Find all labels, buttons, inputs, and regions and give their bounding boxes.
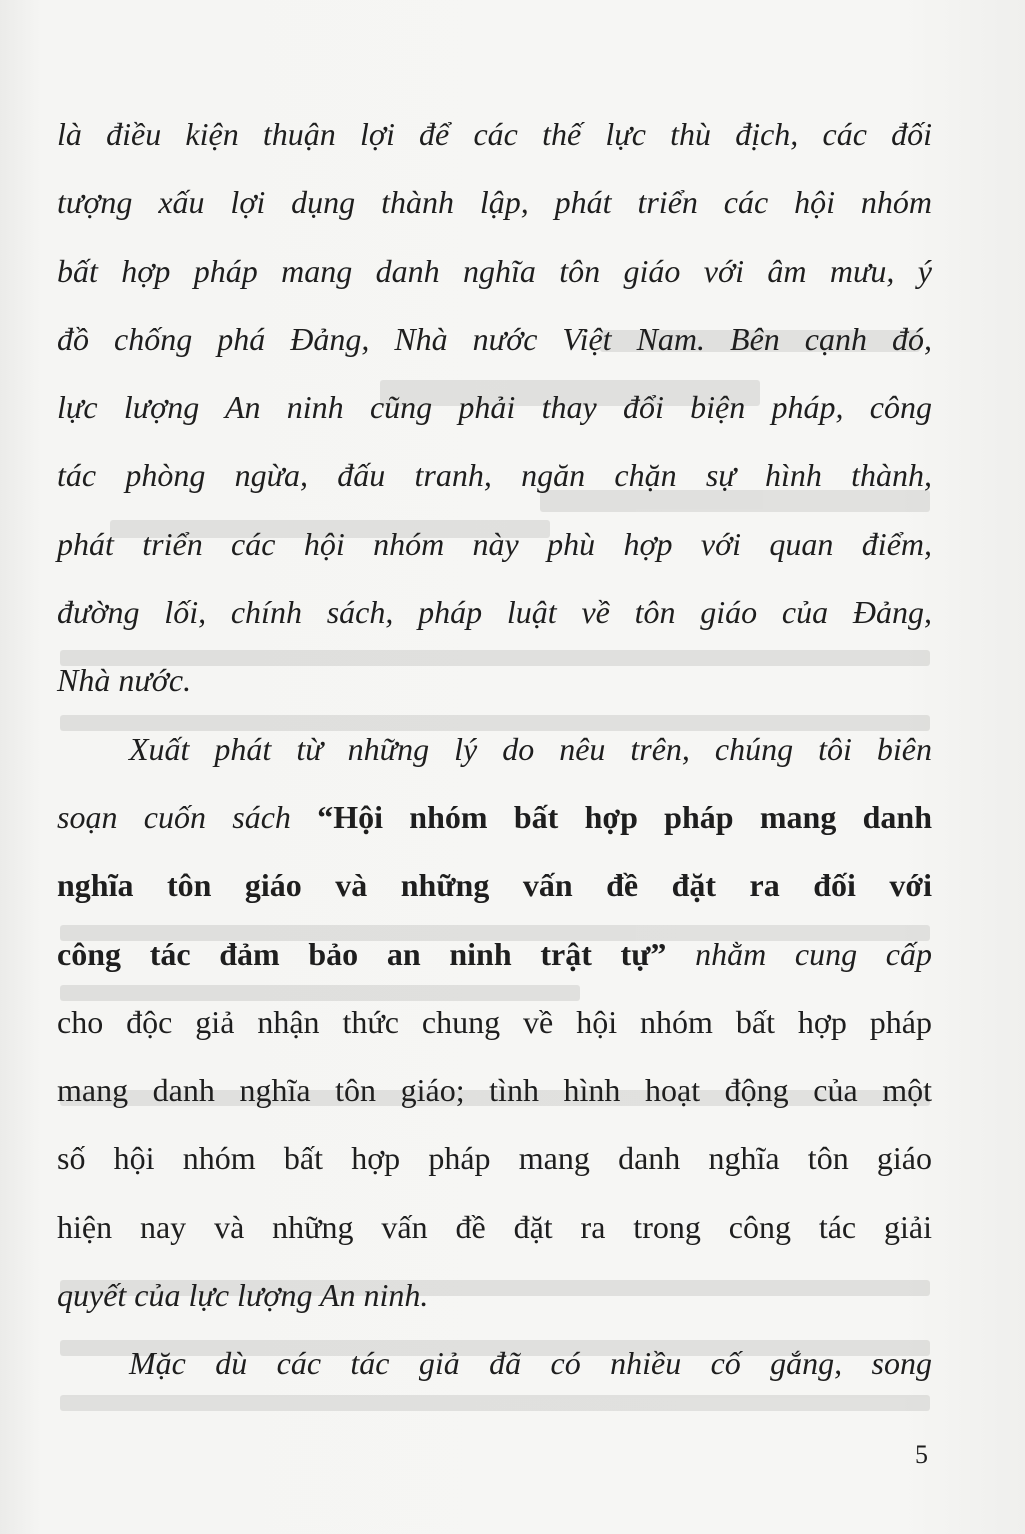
book-title-text: công tác đảm bảo an ninh trật tự” bbox=[57, 935, 667, 972]
text-line: hiện nay và những vấn đề đặt ra trong công tác giải bbox=[57, 1208, 932, 1245]
text-line bbox=[57, 920, 932, 988]
text-line: Nhà nước. bbox=[57, 662, 192, 699]
body-text bbox=[57, 100, 932, 1398]
book-title-text: “Hội nhóm bất hợp pháp mang danh bbox=[317, 798, 933, 835]
text-line: mang danh nghĩa tôn giáo; tình hình hoạt động của một bbox=[57, 1072, 932, 1109]
text-line: số hội nhóm bất hợp pháp mang danh nghĩa tôn giáo bbox=[57, 1140, 932, 1177]
text-line bbox=[57, 783, 932, 851]
text-line: phát triển các hội nhóm này phù hợp với quan điểm, bbox=[57, 525, 932, 562]
text-line: Xuất phát từ những lý do nêu trên, chúng tôi biên bbox=[129, 730, 932, 767]
text-line: đồ chống phá Đảng, Nhà nước Việt Nam. Bên cạnh đó, bbox=[57, 320, 932, 357]
text-line: cho độc giả nhận thức chung về hội nhóm bất hợp pháp bbox=[57, 1003, 932, 1040]
text-line: tượng xấu lợi dụng thành lập, phát triển các hội nhóm bbox=[57, 184, 932, 221]
text-line: lực lượng An ninh cũng phải thay đổi biện pháp, công bbox=[57, 389, 932, 426]
text-segment: soạn cuốn sách bbox=[57, 798, 318, 835]
text-line: đường lối, chính sách, pháp luật về tôn giáo của Đảng, bbox=[57, 594, 932, 631]
page-number: 5 bbox=[915, 1440, 928, 1469]
text-line: tác phòng ngừa, đấu tranh, ngăn chặn sự hình thành, bbox=[57, 457, 932, 494]
text-line: bất hợp pháp mang danh nghĩa tôn giáo với âm mưu, ý bbox=[57, 252, 932, 289]
text-line: là điều kiện thuận lợi để các thế lực thù địch, các đối bbox=[57, 116, 932, 152]
text-line: Mặc dù các tác giả đã có nhiều cố gắng, song bbox=[129, 1345, 932, 1382]
text-segment: nhằm cung cấp bbox=[666, 935, 933, 972]
text-line bbox=[57, 851, 932, 919]
text-line: quyết của lực lượng An ninh. bbox=[57, 1277, 429, 1314]
book-title-text: nghĩa tôn giáo và những vấn đề đặt ra đối với bbox=[57, 867, 932, 904]
